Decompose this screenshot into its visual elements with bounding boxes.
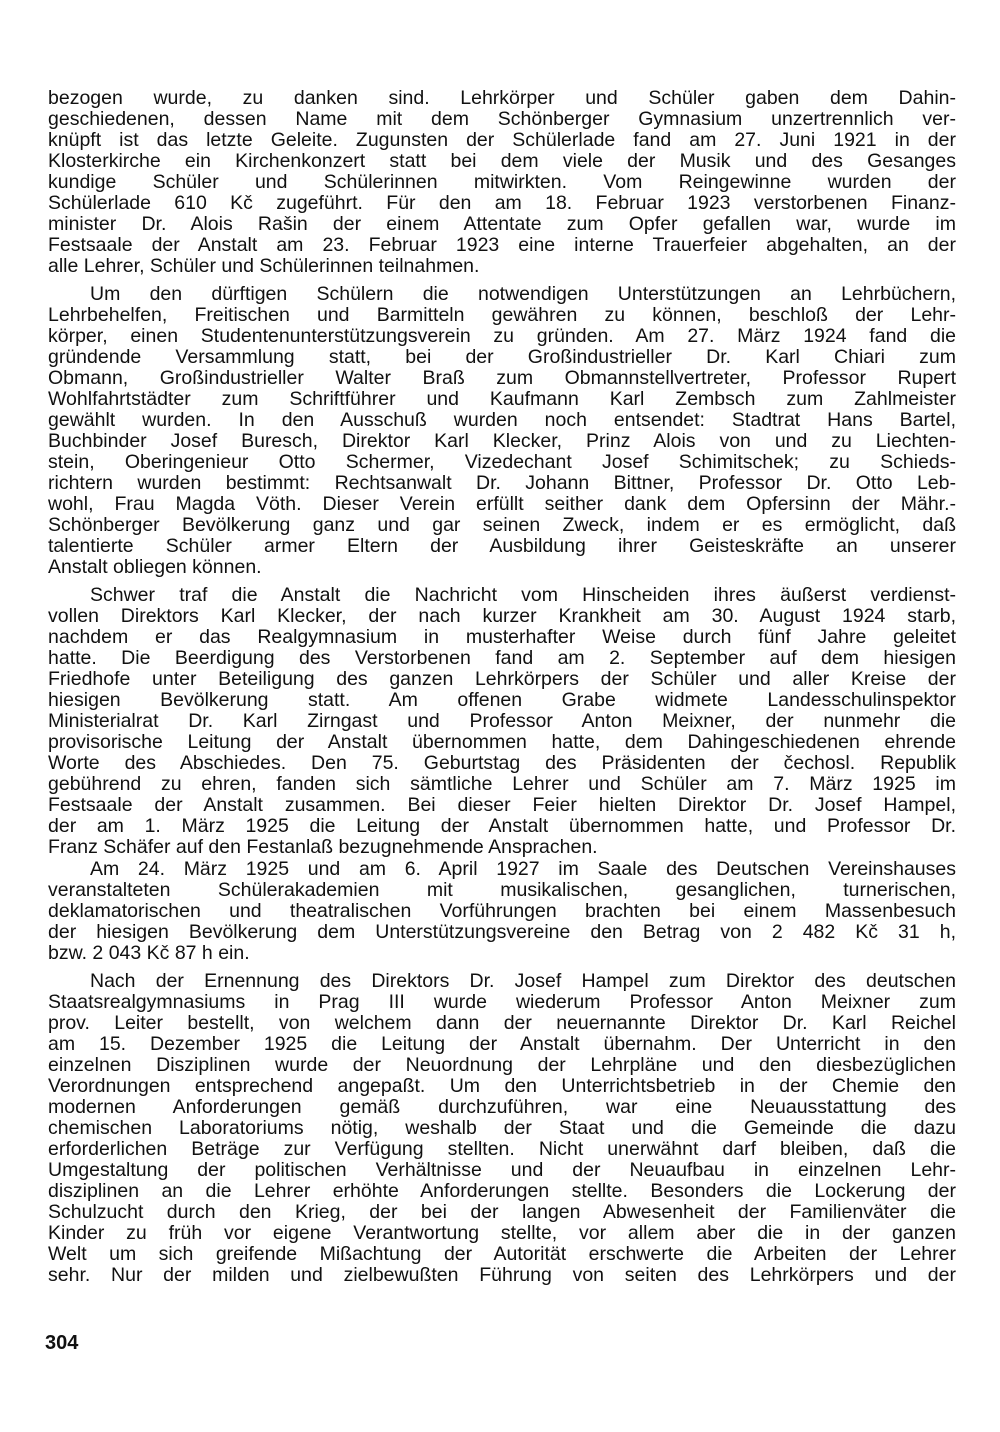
text-line: am 15. Dezember 1925 die Leitung der Anstalt übernahm. Der Unterricht in den [48, 1033, 956, 1055]
text-line: Lehrbehelfen, Freitischen und Barmitteln gewähren zu können, beschloß der Lehr- [48, 304, 956, 326]
text-line: richtern wurden bestimmt: Rechtsanwalt Dr. Johann Bittner, Professor Dr. Otto Leb- [48, 472, 956, 494]
text-line: Buchbinder Josef Buresch, Direktor Karl Klecker, Prinz Alois von und zu Liechten- [48, 430, 956, 452]
text-line: gewählt wurden. In den Ausschuß wurden noch entsendet: Stadtrat Hans Bartel, [48, 409, 956, 431]
text-line: Worte des Abschiedes. Den 75. Geburtstag des Präsidenten der čechosl. Republik [48, 752, 956, 774]
text-line: der am 1. März 1925 die Leitung der Anstalt übernommen hatte, und Professor Dr. [48, 815, 956, 837]
text-line: geschiedenen, dessen Name mit dem Schönberger Gymnasium unzertrennlich ver- [48, 108, 956, 130]
text-line: Anstalt obliegen können. [48, 556, 262, 578]
text-line: bzw. 2 043 Kč 87 h ein. [48, 942, 250, 964]
text-line: stein, Oberingenieur Otto Schermer, Vizedechant Josef Schimitschek; zu Schieds- [48, 451, 956, 473]
page-number: 304 [45, 1332, 79, 1354]
text-line: bezogen wurde, zu danken sind. Lehrkörper und Schüler gaben dem Dahin- [48, 87, 956, 109]
text-line: prov. Leiter bestellt, von welchem dann der neuernannte Direktor Dr. Karl Reichel [48, 1012, 956, 1034]
text-line: Festsaale der Anstalt zusammen. Bei dieser Feier hielten Direktor Dr. Josef Hampel, [48, 794, 956, 816]
text-line: Schulzucht durch den Krieg, der bei der langen Abwesenheit der Familienväter die [48, 1201, 956, 1223]
text-line: sehr. Nur der milden und zielbewußten Führung von seiten des Lehrkörpers und der [48, 1264, 956, 1286]
text-line: Umgestaltung der politischen Verhältnisse und der Neuaufbau in einzelnen Lehr- [48, 1159, 956, 1181]
text-line: disziplinen an die Lehrer erhöhte Anforderungen stellte. Besonders die Lockerung der [48, 1180, 956, 1202]
text-line: Schülerlade 610 Kč zugeführt. Für den am 18. Februar 1923 verstorbenen Finanz- [48, 192, 956, 214]
text-line: chemischen Laboratoriums nötig, weshalb der Staat und die Gemeinde die dazu [48, 1117, 956, 1139]
text-line: Wohlfahrtstädter zum Schriftführer und Kaufmann Karl Zembsch zum Zahlmeister [48, 388, 956, 410]
text-line: gründende Versammlung statt, bei der Großindustrieller Dr. Karl Chiari zum [48, 346, 956, 368]
text-line: knüpft ist das letzte Geleite. Zugunsten der Schülerlade fand am 27. Juni 1921 in der [48, 129, 956, 151]
text-line: Welt um sich greifende Mißachtung der Autorität erschwerte die Arbeiten der Lehrer [48, 1243, 956, 1265]
text-line: Franz Schäfer auf den Festanlaß bezugnehmende Ansprachen. [48, 836, 598, 858]
text-line: vollen Direktors Karl Klecker, der nach kurzer Krankheit am 30. August 1924 starb, [48, 605, 956, 627]
text-line: körper, einen Studentenunterstützungsverein zu gründen. Am 27. März 1924 fand die [48, 325, 956, 347]
text-line: hiesigen Bevölkerung statt. Am offenen Grabe widmete Landesschulinspektor [48, 689, 956, 711]
text-line: hatte. Die Beerdigung des Verstorbenen fand am 2. September auf dem hiesigen [48, 647, 956, 669]
text-line: erforderlichen Beträge zur Verfügung stellten. Nicht unerwähnt darf bleiben, daß die [48, 1138, 956, 1160]
text-line: deklamatorischen und theatralischen Vorführungen brachten bei einem Massenbesuch [48, 900, 956, 922]
text-line: minister Dr. Alois Rašin der einem Attentate zum Opfer gefallen war, wurde im [48, 213, 956, 235]
text-line: der hiesigen Bevölkerung dem Unterstützungsvereine den Betrag von 2 482 Kč 31 h, [48, 921, 956, 943]
text-line: Obmann, Großindustrieller Walter Braß zum Obmannstellvertreter, Professor Rupert [48, 367, 956, 389]
paragraph [48, 284, 956, 578]
text-line: Festsaale der Anstalt am 23. Februar 1923 eine interne Trauerfeier abgehalten, an der [48, 234, 956, 256]
paragraph [48, 88, 956, 277]
text-line: alle Lehrer, Schüler und Schülerinnen teilnahmen. [48, 255, 480, 277]
paragraph [48, 971, 956, 1286]
text-line: veranstalteten Schülerakademien mit musikalischen, gesanglichen, turnerischen, [48, 879, 956, 901]
paragraph [48, 859, 956, 964]
text-line: Ministerialrat Dr. Karl Zirngast und Professor Anton Meixner, der nunmehr die [48, 710, 956, 732]
text-line: Nach der Ernennung des Direktors Dr. Josef Hampel zum Direktor des deutschen [90, 970, 956, 992]
text-line: Schwer traf die Anstalt die Nachricht vom Hinscheiden ihres äußerst verdienst- [90, 584, 956, 606]
text-line: Klosterkirche ein Kirchenkonzert statt bei dem viele der Musik und des Gesanges [48, 150, 956, 172]
paragraph [48, 585, 956, 858]
text-line: einzelnen Disziplinen wurde der Neuordnung der Lehrpläne und den diesbezüglichen [48, 1054, 956, 1076]
text-line: talentierte Schüler armer Eltern der Ausbildung ihrer Geisteskräfte an unserer [48, 535, 956, 557]
text-line: provisorische Leitung der Anstalt übernommen hatte, dem Dahingeschiedenen ehrende [48, 731, 956, 753]
text-line: Staatsrealgymnasiums in Prag III wurde wiederum Professor Anton Meixner zum [48, 991, 956, 1013]
text-line: nachdem er das Realgymnasium in musterhafter Weise durch fünf Jahre geleitet [48, 626, 956, 648]
text-line: kundige Schüler und Schülerinnen mitwirkten. Vom Reingewinne wurden der [48, 171, 956, 193]
text-line: Am 24. März 1925 und am 6. April 1927 im Saale des Deutschen Vereinshauses [90, 858, 956, 880]
text-line: modernen Anforderungen gemäß durchzuführen, war eine Neuausstattung des [48, 1096, 956, 1118]
text-line: Verordnungen entsprechend angepaßt. Um den Unterrichtsbetrieb in der Chemie den [48, 1075, 956, 1097]
text-line: Friedhofe unter Beteiligung des ganzen Lehrkörpers der Schüler und aller Kreise der [48, 668, 956, 690]
text-line: Kinder zu früh vor eigene Verantwortung stellte, vor allem aber die in der ganzen [48, 1222, 956, 1244]
text-line: wohl, Frau Magda Vöth. Dieser Verein erfüllt seither dank dem Opfersinn der Mähr.- [48, 493, 956, 515]
text-line: gebührend zu ehren, fanden sich sämtliche Lehrer und Schüler am 7. März 1925 im [48, 773, 956, 795]
page-body [48, 88, 956, 1286]
text-line: Um den dürftigen Schülern die notwendigen Unterstützungen an Lehrbüchern, [90, 283, 956, 305]
text-line: Schönberger Bevölkerung ganz und gar seinen Zweck, indem er es ermöglicht, daß [48, 514, 956, 536]
